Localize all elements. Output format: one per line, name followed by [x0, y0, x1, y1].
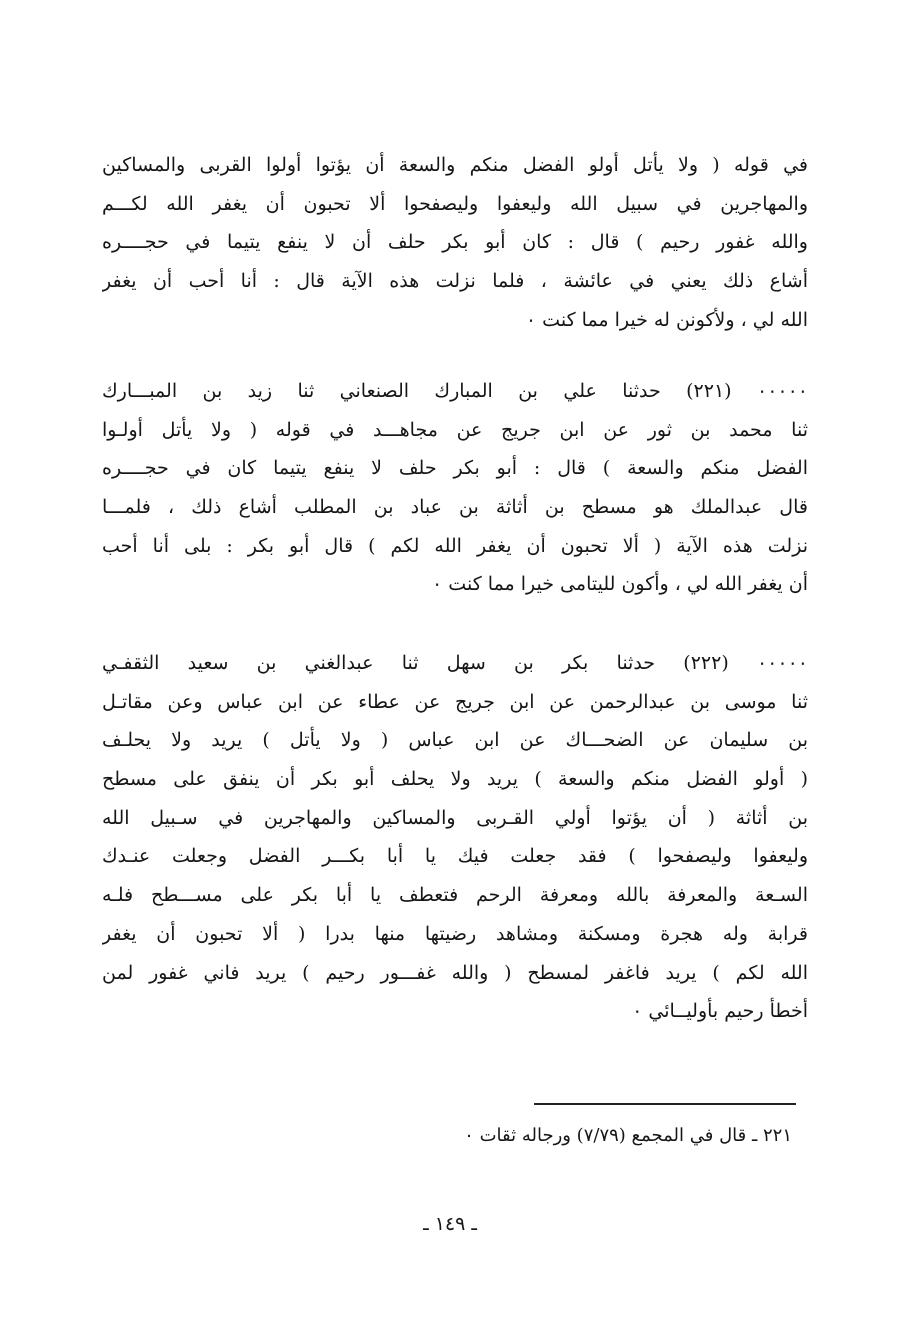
page-number: ـ ١٤٩ ـ — [423, 1213, 477, 1235]
paragraph-1 — [102, 146, 808, 339]
text-line: الله لكم ) يريد فاغفر لمسطح ( والله غفـــور رحيم ) يريد فاني غفور لمن — [102, 961, 808, 984]
text-line: قرابة وله هجرة ومسكنة ومشاهد رضيتها منها بدرا ( ألا تحبون أن يغفر — [102, 922, 808, 945]
text-line: الفضل منكم والسعة ) قال : أبو بكر حلف لا ينفع يتيما كان في حجــــره — [102, 457, 808, 480]
text-line: ثنا محمد بن ثور عن ابن جريج عن مجاهـــد في قوله ( ولا يأتل أولـوا — [102, 418, 808, 441]
text-line: قال عبدالملك هو مسطح بن أثاثة بن عباد بن المطلب أشاع ذلك ، فلمـــا — [102, 496, 808, 519]
text-line: بن أثاثة ( أن يؤتوا أولي القـربى والمساكين والمهاجرين في سـبيل الله — [102, 806, 808, 829]
paragraph-3 — [102, 644, 808, 1031]
text-line: ثنا موسى بن عبدالرحمن عن ابن جريج عن عطاء عن ابن عباس وعن مقاتـل — [102, 690, 808, 713]
text-line: والمهاجرين في سبيل الله وليعفوا وليصفحوا ألا تحبون أن يغفر الله لكـــم — [102, 192, 808, 215]
text-line: أشاع ذلك يعني في عائشة ، فلما نزلت هذه الآية قال : أنا أحب أن يغفر — [102, 270, 808, 293]
text-line: ( أولو الفضل منكم والسعة ) يريد ولا يحلف أبو بكر أن ينفق على مسطح — [102, 768, 808, 791]
text-line: السـعة والمعرفة بالله ومعرفة الرحم فتعطف يا أبا بكر على مســـطح فلـه — [102, 884, 808, 907]
text-line: أن يغفر الله لي ، وأكون لليتامى خيرا مما كنت ٠ — [432, 573, 808, 596]
text-line: والله غفور رحيم ) قال : كان أبو بكر حلف أن لا ينفع يتيما في حجــــره — [102, 231, 808, 254]
text-line: أخطأ رحيم بأوليــائي ٠ — [632, 1000, 808, 1023]
text-line: ٠٠٠٠٠ (٢٢١) حدثنا علي بن المبارك الصنعاني ثنا زيد بن المبـــارك — [102, 380, 808, 402]
footnote: ٢٢١ ـ قال في المجمع (٧/٧٩) ورجاله ثقات ٠ — [464, 1125, 792, 1146]
text-line: بن سليمان عن الضحـــاك عن ابن عباس ( ولا يأتل ) يريد ولا يحلـف — [102, 729, 808, 752]
text-line: في قوله ( ولا يأتل أولو الفضل منكم والسعة أن يؤتوا أولوا القربى والمساكين — [102, 154, 808, 176]
text-line: الله لي ، ولأكونن له خيرا مما كنت ٠ — [525, 308, 808, 331]
paragraph-2 — [102, 372, 808, 604]
text-line: نزلت هذه الآية ( ألا تحبون أن يغفر الله لكم ) قال أبو بكر : بلى أنا أحب — [102, 534, 808, 557]
footnote-divider — [534, 1103, 796, 1105]
text-line: ٠٠٠٠٠ (٢٢٢) حدثنا بكر بن سهل ثنا عبدالغني بن سعيد الثقفـي — [102, 652, 808, 674]
text-line: وليعفوا وليصفحوا ) فقد جعلت فيك يا أبا بكـــر الفضل وجعلت عنـدك — [102, 845, 808, 868]
